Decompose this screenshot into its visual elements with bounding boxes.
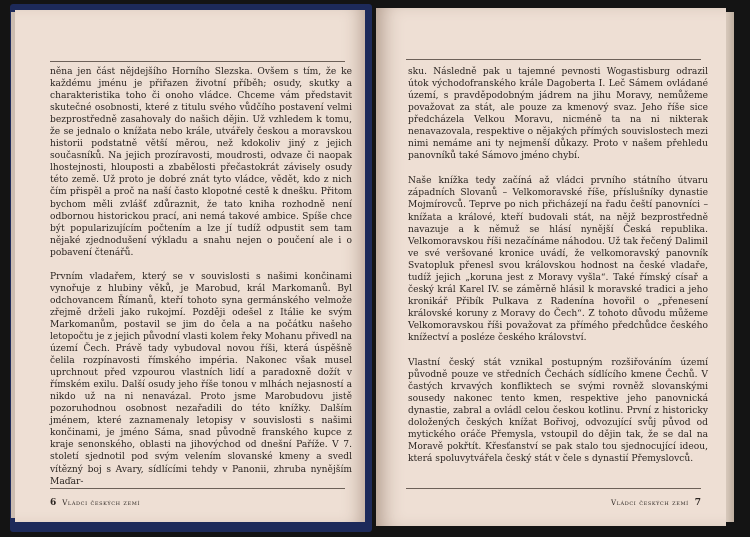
running-title: Vládci českých zemí (610, 499, 689, 507)
page-number: 7 (694, 498, 701, 508)
right-folio (611, 498, 701, 508)
left-folio (50, 498, 140, 508)
left-page-body (50, 66, 352, 488)
header-rule (406, 59, 701, 60)
footer-rule (406, 488, 701, 489)
paragraph: něna jen část nějdejšího Horního Slezska. Ovšem s tím, že ke každému jménu je přiřazen životní příběh; osudy, skutky a charakteristika toho či onoho vládce. Chceme vám představit skutečné osobnosti, které z titulu svého vůdčího postavení velmi bezprostředně zasahovaly do našich dějin. Už vzhledem k tomu, že se jednalo o knížata nebo krále, utvářely českou a moravskou historii podstatně větší měrou, než kdokoliv jiný z jejich současníků. Na jejich prozíravosti, moudrosti, odvaze či naopak lhostejnosti, hlouposti a zbabělosti přečastokrát závisely osudy této země. Už proto je dobré znát tyto vládce, vědět, kdo z nich čím přispěl a proč na naší často klopotné cestě k dnešku. Přitom bychom měli zvlášť zdůraznit, že tato kniha rozhodně není odbornou historickou prací, ani nemá takové ambice. Spíše chce být popularizujícím počtením a lze jí tudíž odpustit sem tam nějaké zjednodušení výkladu a snahu nejen o poučení ale i o pobavení čtenářů. (50, 67, 352, 258)
paragraph: sku. Následně pak u tajemné pevnosti Wogastisburg odrazil útok východofranského krále Dagoberta I. Leč Sámem ovládané území, s pravděpodobným jádrem na jihu Moravy, nemůžeme považovat za stát, ale pouze za kmenový svaz. Jeho říše sice předcházela Velkou Moravu, nicméně ta na ni nikterak nenavazovala, respektive o nějakých přímých souvislostech mezi nimi nemáme ani ty nejmenší důkazy. Proto v našem přehledu panovníků také Sámovo jméno chybí. (408, 67, 708, 162)
right-page (376, 8, 726, 526)
paragraph: Vlastní český stát vznikal postupným rozšiřováním území původně pouze ve středních Čechách sídlícího kmene Čechů. V častých krvavých konfliktech se svými rovněž slovanskými sousedy nakonec tento kmen, respektive jeho panovnická dynastie, zabral a ovládl celou českou kotlinu. První z historicky doložených českých knížat Bořivoj, odvozující svůj původ od mytického oráče Přemysla, vstoupil do dějin tak, že se dal na Moravě pokřtít. Křesťanství se pak stalo tou sjednocující ideou, která spoluvytvářela český stát v čele s dynastií Přemyslovců. (408, 358, 708, 465)
right-page-body (408, 66, 708, 465)
page-number: 6 (50, 498, 57, 508)
running-title: Vládci českých zemí (62, 499, 141, 507)
left-page (15, 10, 365, 522)
page-edges-right (726, 12, 734, 522)
footer-rule (50, 488, 345, 489)
paragraph: Naše knížka tedy začíná až vládci prvního státního útvaru západních Slovanů – Velkomoravské říše, příslušníky dynastie Mojmírovců. Teprve po nich přicházejí na řadu čeští panovníci – knížata a králové, kteří budovali stát, na nějž bezprostředně navazuje a k němuž se hlásí nynější Česká republika. Velkomoravskou říši nezačínáme náhodou. Už tak řečený Dalimil ve své veršované kronice uvádí, že velkomoravský panovník Svatopluk přenesl svou královskou hodnost na české vladaře, tudíž jejich „koruna jest z Moravy vyšla“. Také římský císař a český král Karel IV. se záměrně hlásil k moravské tradici a jeho kronikář Přibík Pulkava z Radenína hovořil o „přenesení královské koruny z Moravy do Čech“. Z tohoto důvodu můžeme Velkomoravskou říši považovat za přímého předchůdce českého knížectví a posléze českého království. (408, 176, 708, 343)
paragraph: Prvním vladařem, který se v souvislosti s našimi končinami vynořuje z hlubiny věků, je Marobud, král Markomanů. Byl odchovancem Římanů, kteří tohoto syna germánského velmože zřejmě drželi jako rukojmí. Později odešel z Itálie ke svým Markomanům, postavil se jim do čela a na počátku našeho letopočtu je z jejich původní vlasti kolem řeky Mohanu přivedl na území Čech. Právě tady vybudoval novou říši, která úspěšně čelila rozpínavosti římského impéria. Nakonec však musel uprchnout před vzpourou vlastních lidí a paradoxně dožít v římském exilu. Další osudy jeho říše tonou v mlhách nejasností a nikdo už na ni nenavázal. Proto jsme Marobudovu jistě pozoruhodnou osobnost nezařadili do této knížky. Dalším jménem, které zaznamenaly letopisy v souvislosti s našimi končinami, je jméno Sáma, snad původně franského kupce z kraje senonského, oblasti na jihovýchod od dnešní Paříže. V 7. století sjednotil pod svým velením slovanské kmeny a svedl vítězný boj s Avary, sídlícími tehdy v Panonii, zhruba nynějším Maďar- (50, 271, 352, 487)
header-rule (50, 61, 345, 62)
